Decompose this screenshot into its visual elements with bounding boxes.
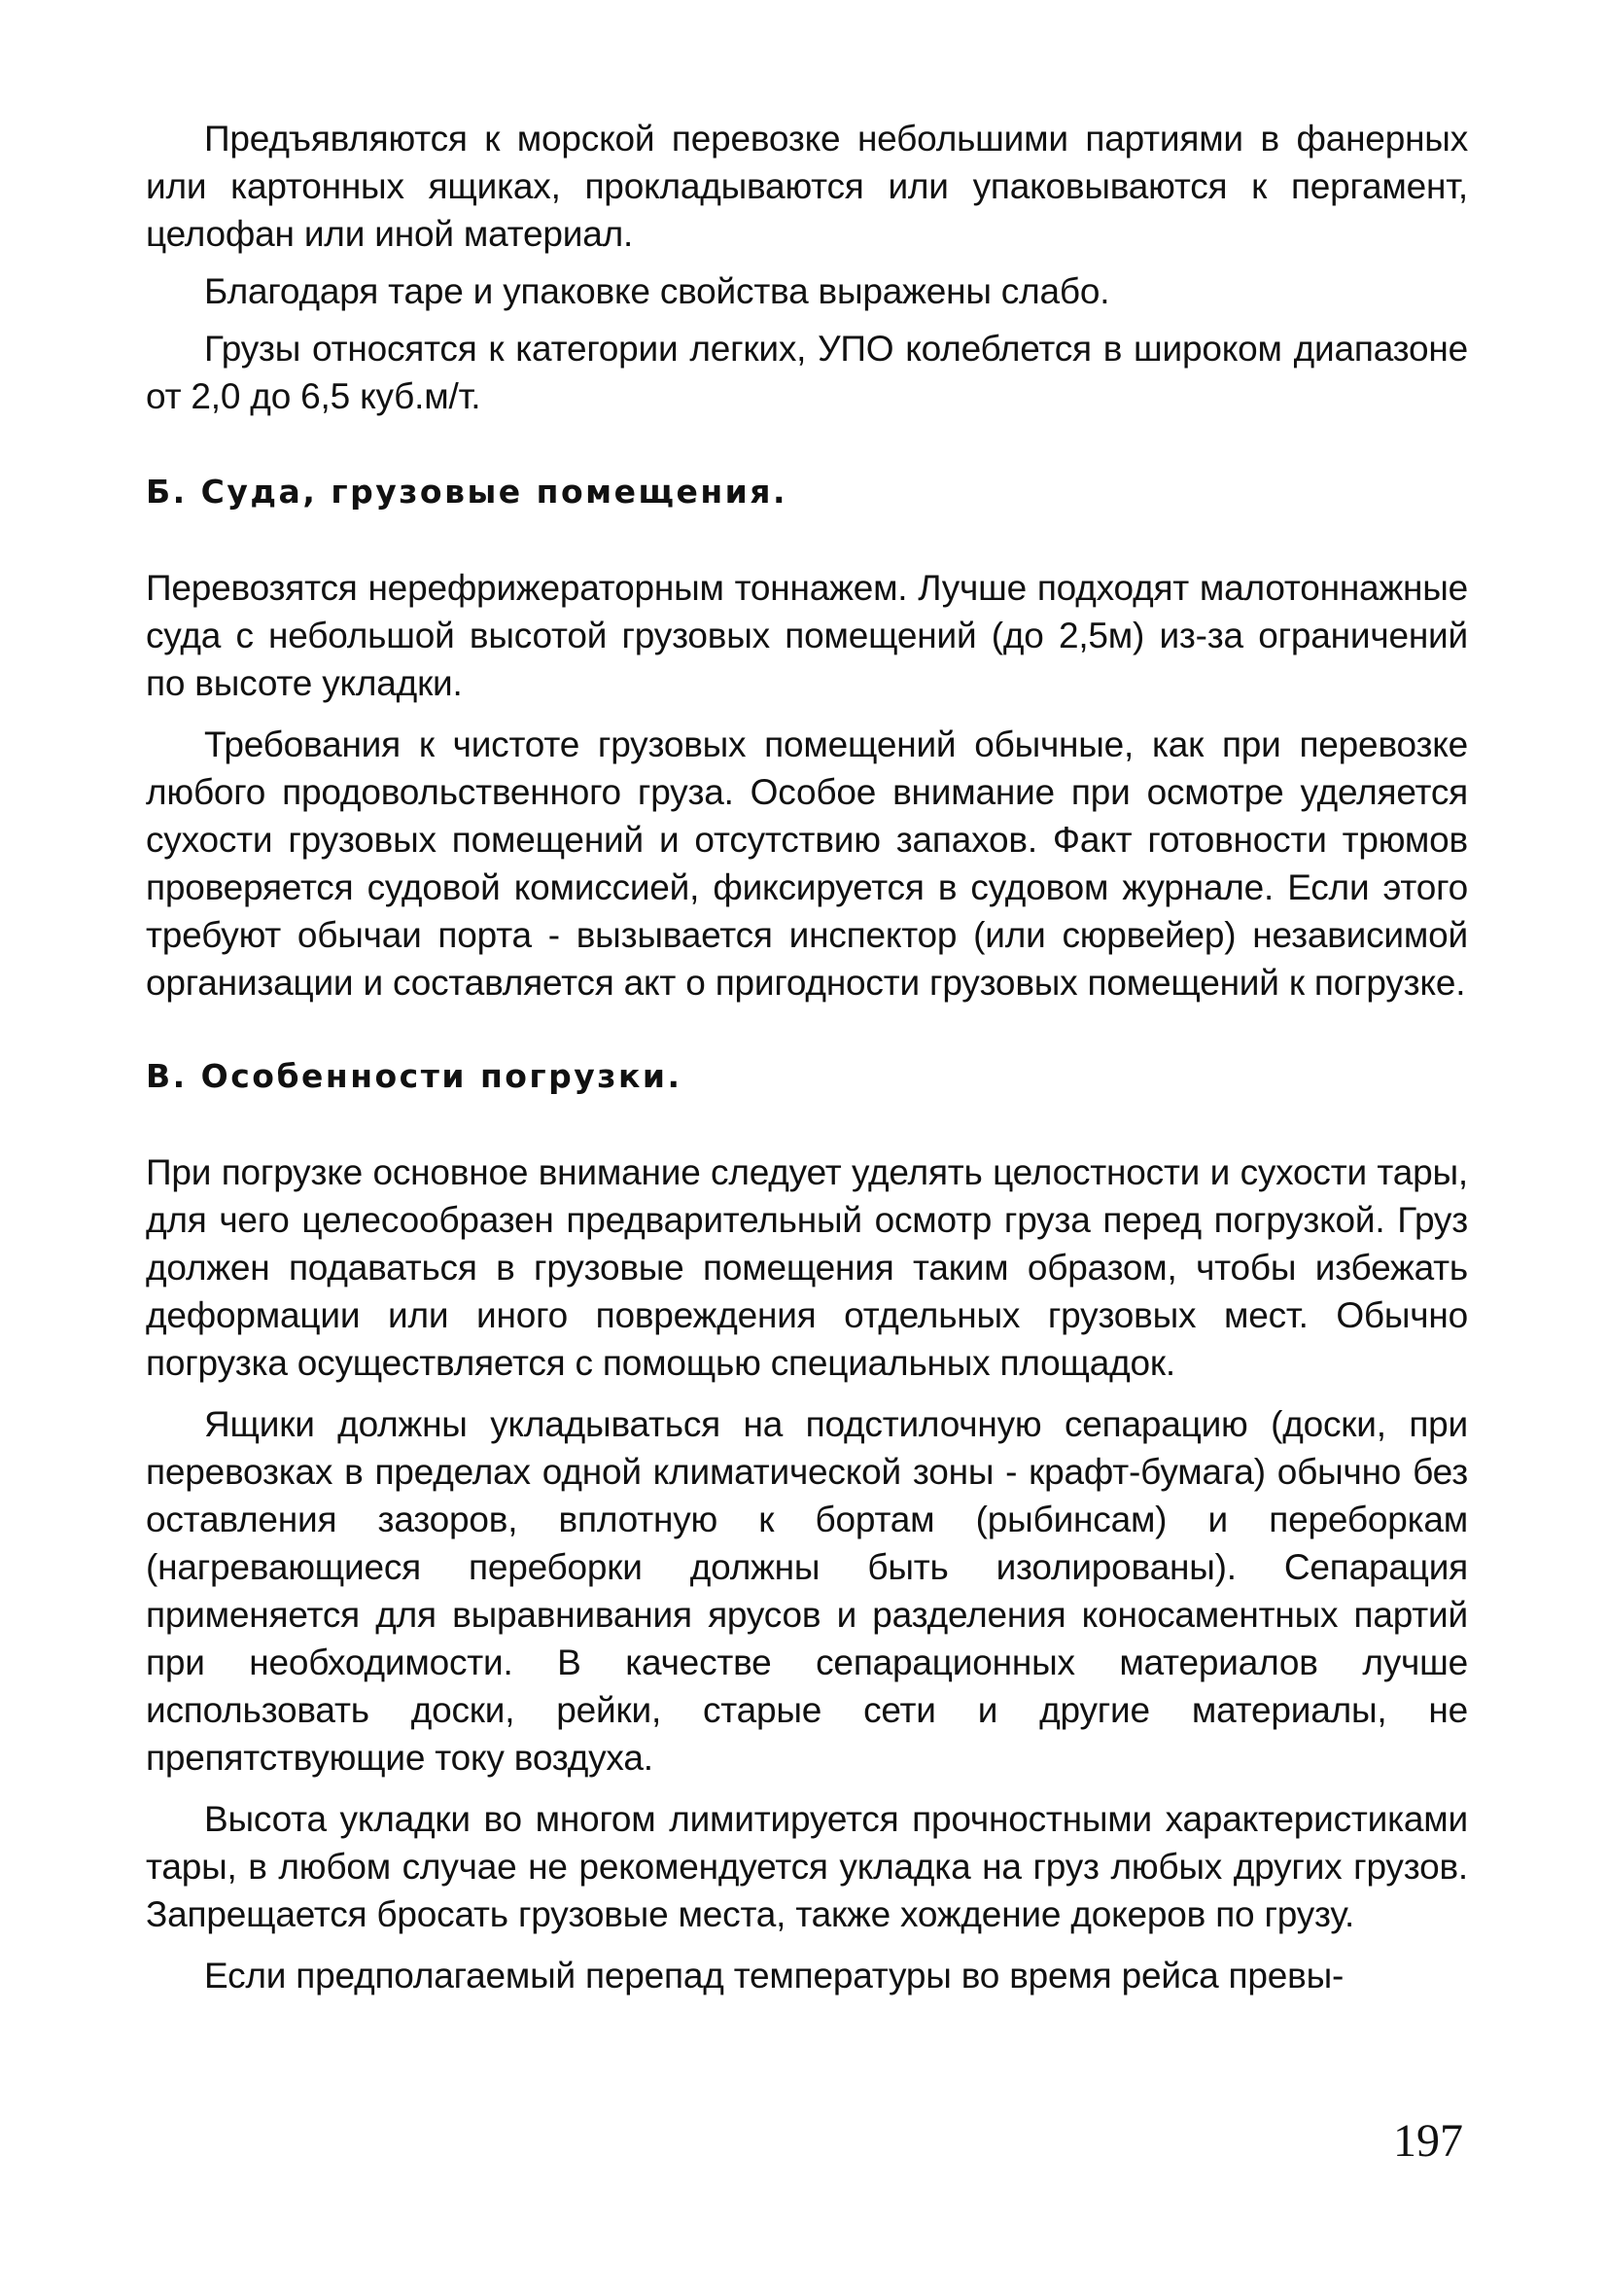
- paragraph-properties: Благодаря таре и упаковке свойства выражены слабо.: [204, 271, 1110, 311]
- paragraph-stowage-factor: Грузы относятся к категории легких, УПО колеблется в широком диапазоне от 2,0 до 6,5 куб.м/т.: [146, 329, 1468, 416]
- page-number: 197: [1393, 2115, 1463, 2167]
- paragraph-vessels: Перевозятся нерефрижераторным тоннажем. Лучше подходят малотоннажные суда с небольшой высотой грузовых помещений (до 2,5м) из-за ограничений по высоте укладки.: [146, 568, 1468, 703]
- paragraph-packaging: Предъявляются к морской перевозке небольшими партиями в фанерных или картонных ящиках, прокладываются или упаковываются к пергамент, целофан или иной материал.: [146, 119, 1468, 254]
- paragraph-temperature: Если предполагаемый перепад температуры во время рейса превы-: [204, 1956, 1345, 1996]
- paragraph-stacking-height: Высота укладки во многом лимитируется прочностными характеристиками тары, в любом случае не рекомендуется укладка на груз любых других грузов. Запрещается бросать грузовые места, также хождение докеров по грузу.: [146, 1799, 1468, 1934]
- section-heading-ships: Б. Суда, грузовые помещения.: [146, 473, 788, 511]
- paragraph-cleanliness: Требования к чистоте грузовых помещений обычные, как при перевозке любого продовольственного груза. Особое внимание при осмотре уделяется сухости грузовых помещений и отсутствию запахов. Факт готовности трюмов проверяется судовой комиссией, фиксируется в судовом журнале. Если этого требуют обычаи порта - вызывается инспектор (или сюрвейер) независимой организации и составляется акт о пригодности грузовых помещений к погрузке.: [146, 724, 1468, 1003]
- page-body: [146, 115, 1468, 1999]
- paragraph-separation: Ящики должны укладываться на подстилочную сепарацию (доски, при перевозках в пределах одной климатической зоны - крафт-бумага) обычно без оставления зазоров, вплотную к бортам (рыбинсам) и переборкам (нагревающиеся переборки должны быть изолированы). Сепарация применяется для выравнивания ярусов и разделения коносаментных партий при необходимости. В качестве сепарационных материалов лучше использовать доски, рейки, старые сети и другие материалы, не препятствующие току воздуха.: [146, 1404, 1468, 1778]
- paragraph-loading: При погрузке основное внимание следует уделять целостности и сухости тары, для чего целесообразен предварительный осмотр груза перед погрузкой. Груз должен подаваться в грузовые помещения таким образом, чтобы избежать деформации или иного повреждения отдельных грузовых мест. Обычно погрузка осуществляется с помощью специальных площадок.: [146, 1152, 1468, 1383]
- section-heading-loading: В. Особенности погрузки.: [146, 1057, 682, 1095]
